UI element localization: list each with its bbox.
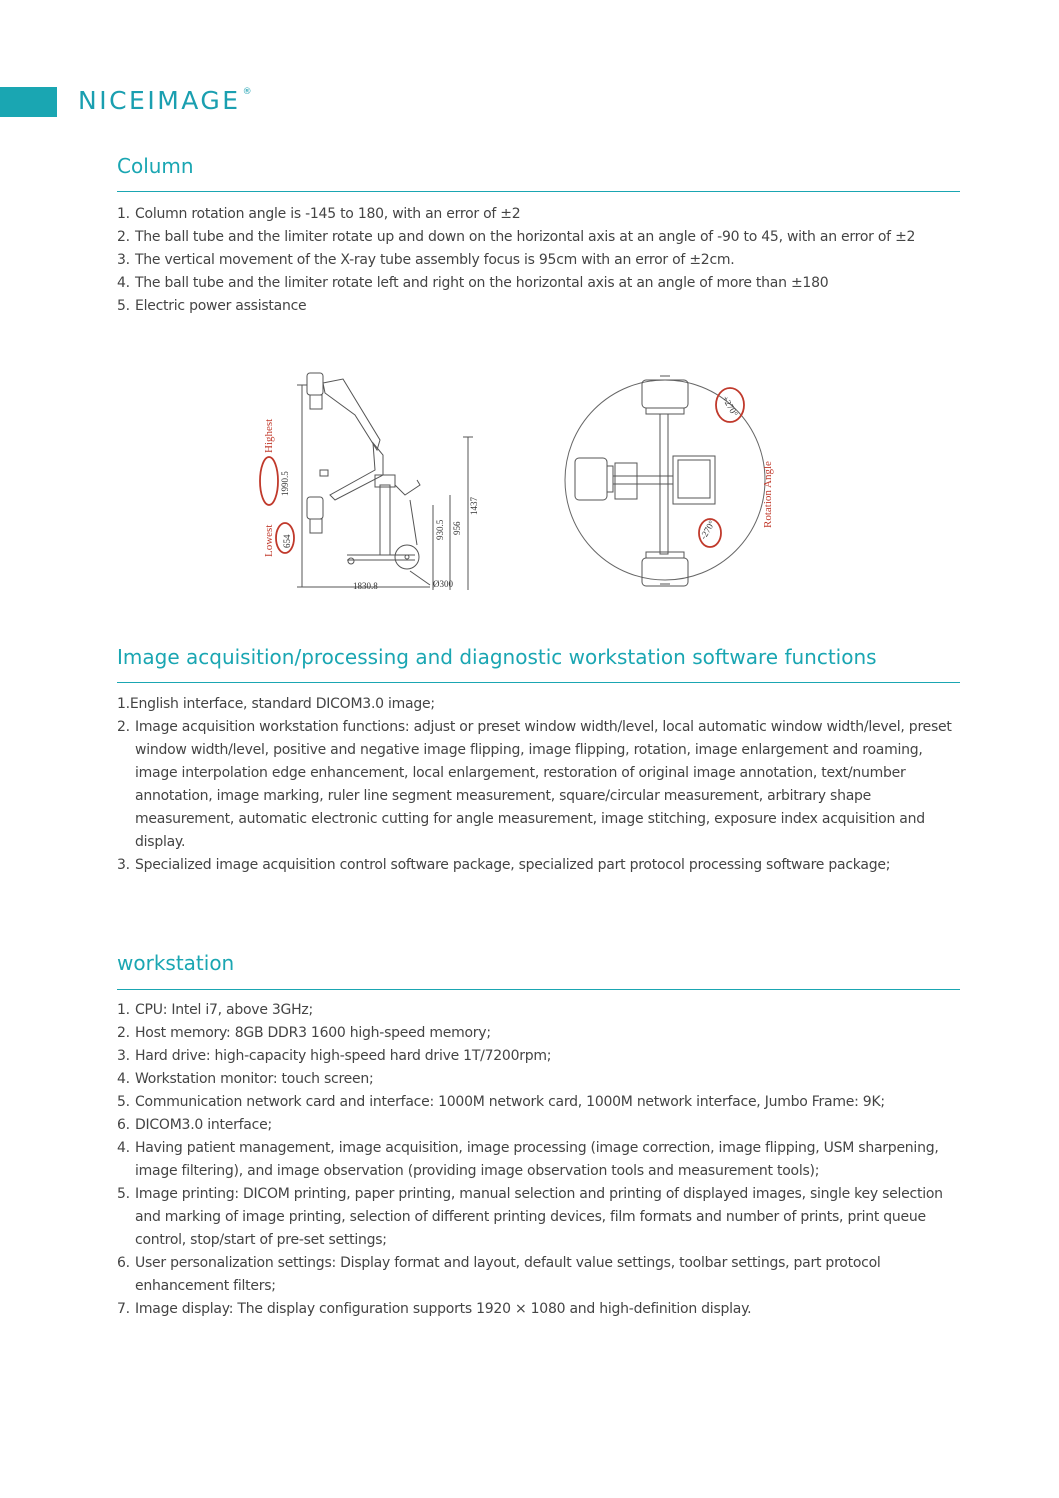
list-item: 2. Image acquisition workstation functions: adjust or preset window width/level, local automatic window width/level, preset window width/level, positive and negative image flipping, image flipping, rotation, image enlargement and roaming, image interpolation edge enhancement, local enlargement, restoration of original image annotation, text/number annotation, image marking, ruler line segment measurement, square/circular measurement, arbitrary shape measurement, automatic electronic cutting for angle measurement, image stitching, exposure index acquisition and display. xyxy=(117,719,952,850)
registered-mark: ® xyxy=(242,87,252,97)
header-accent-bar xyxy=(0,87,57,117)
angle-top: +270° xyxy=(720,394,741,419)
section-divider xyxy=(117,989,960,990)
software-spec-list xyxy=(117,693,967,877)
dim-956: 956 xyxy=(452,521,462,535)
section-title-software: Image acquisition/processing and diagnostic workstation software functions xyxy=(117,645,877,669)
dim-654: 654 xyxy=(282,534,292,548)
list-item: 3. Specialized image acquisition control software package, specialized part protocol processing software package; xyxy=(117,857,891,873)
list-item: 7. Image display: The display configuration supports 1920 × 1080 and high-definition display. xyxy=(117,1301,752,1317)
list-item: 6. User personalization settings: Display format and layout, default value settings, toolbar settings, part protocol enhancement filters; xyxy=(117,1255,881,1294)
section-title-workstation: workstation xyxy=(117,951,235,975)
list-item: 1. Column rotation angle is -145 to 180, with an error of ±2 xyxy=(117,206,521,222)
list-item: 2. The ball tube and the limiter rotate up and down on the horizontal axis at an angle of -90 to 45, with an error of ±2 xyxy=(117,229,916,245)
highlight-highest xyxy=(260,457,278,505)
list-item: 5. Communication network card and interface: 1000M network card, 1000M network interface, Jumbo Frame: 9K; xyxy=(117,1094,885,1110)
brand-logo xyxy=(78,84,252,118)
dim-300: Ø300 xyxy=(433,579,453,589)
list-item: 6. DICOM3.0 interface; xyxy=(117,1117,272,1133)
angle-bottom: -270° xyxy=(698,518,717,541)
section-divider xyxy=(117,682,960,683)
list-item: 2. Host memory: 8GB DDR3 1600 high-speed memory; xyxy=(117,1025,491,1041)
top-view-drawing xyxy=(560,368,785,593)
side-view-drawing xyxy=(255,365,485,597)
dim-1830: 1830.8 xyxy=(353,581,378,591)
column-spec-list xyxy=(117,203,967,318)
list-item: 3. Hard drive: high-capacity high-speed hard drive 1T/7200rpm; xyxy=(117,1048,552,1064)
list-item: 4. Having patient management, image acquisition, image processing (image correction, image flipping, USM sharpening, image filtering), and image observation (providing image observation tools and measurement tools); xyxy=(117,1140,939,1179)
label-highest: Highest xyxy=(263,418,275,453)
section-title-column: Column xyxy=(117,154,194,178)
workstation-spec-list xyxy=(117,999,967,1321)
list-item: 1. CPU: Intel i7, above 3GHz; xyxy=(117,1002,314,1018)
list-item: 1.English interface, standard DICOM3.0 image; xyxy=(117,696,435,712)
label-lowest: Lowest xyxy=(263,524,275,557)
brand-name: NICEIMAGE xyxy=(78,86,241,115)
dim-930: 930.5 xyxy=(435,519,445,540)
list-item: 5. Image printing: DICOM printing, paper printing, manual selection and printing of displayed images, single key selection and marking of image printing, selection of different printing devices, film formats and number of prints, print queue control, stop/start of pre-set settings; xyxy=(117,1186,943,1248)
section-divider xyxy=(117,191,960,192)
label-rotation-angle: Rotation Angle xyxy=(762,461,774,528)
list-item: 5. Electric power assistance xyxy=(117,298,307,314)
list-item: 4. Workstation monitor: touch screen; xyxy=(117,1071,374,1087)
dim-1437: 1437 xyxy=(469,497,479,515)
dim-1990: 1990.5 xyxy=(280,471,290,496)
list-item: 3. The vertical movement of the X-ray tube assembly focus is 95cm with an error of ±2cm. xyxy=(117,252,735,268)
list-item: 4. The ball tube and the limiter rotate left and right on the horizontal axis at an angle of more than ±180 xyxy=(117,275,829,291)
